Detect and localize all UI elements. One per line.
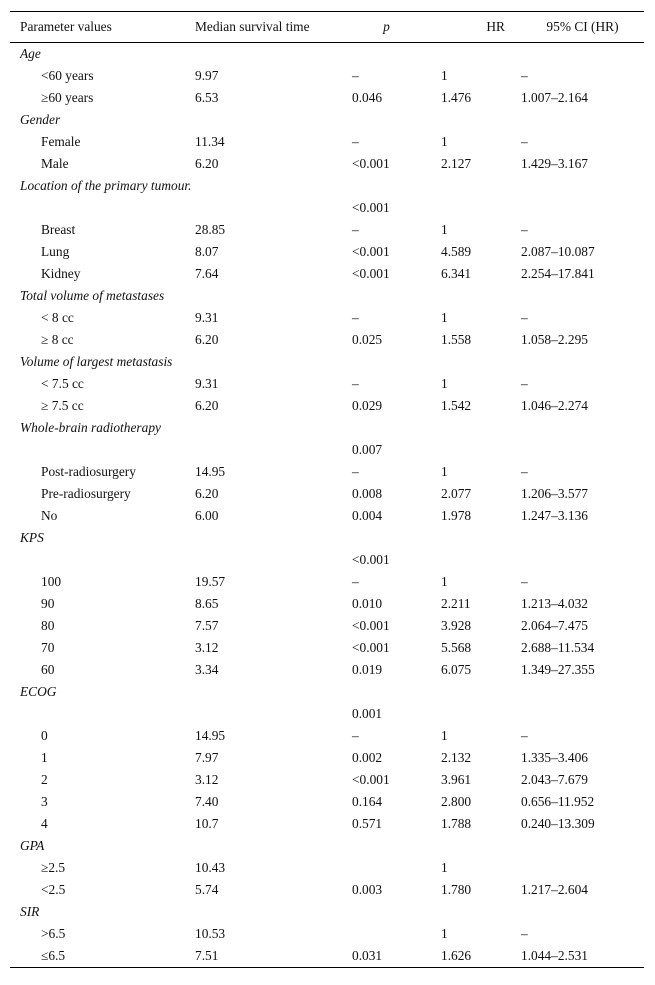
hr-cell: 2.127 <box>441 156 472 171</box>
median-survival-cell: 6.53 <box>195 90 219 105</box>
row-label: <2.5 <box>41 882 66 897</box>
p-value-cell: 0.025 <box>352 332 383 347</box>
median-survival-cell: 3.12 <box>195 640 219 655</box>
survival-table <box>10 12 644 967</box>
table-row <box>10 197 644 219</box>
table-row <box>10 395 644 417</box>
ci-cell <box>521 857 644 879</box>
median-survival-cell <box>195 439 352 461</box>
ci-cell: 1.217–2.604 <box>521 882 588 897</box>
ci-cell: 1.206–3.577 <box>521 486 588 501</box>
hr-cell: 1.476 <box>441 90 472 105</box>
hr-cell: 1 <box>441 926 448 941</box>
hr-cell: 1.978 <box>441 508 472 523</box>
header-median: Median survival time <box>195 12 352 43</box>
p-value-cell: – <box>352 68 359 83</box>
p-value-cell: 0.010 <box>352 596 383 611</box>
ci-cell: 1.349–27.355 <box>521 662 595 677</box>
p-value-cell: <0.001 <box>352 640 390 655</box>
p-value-cell: 0.164 <box>352 794 383 809</box>
p-value-cell: – <box>352 222 359 237</box>
ci-cell: – <box>521 926 528 941</box>
p-value-cell: 0.571 <box>352 816 383 831</box>
p-value-cell: – <box>352 376 359 391</box>
hr-cell: 2.211 <box>441 596 471 611</box>
median-survival-cell: 9.31 <box>195 376 219 391</box>
median-survival-cell: 28.85 <box>195 222 226 237</box>
table-row <box>10 241 644 263</box>
table-body <box>10 43 644 968</box>
group-label: Location of the primary tumour. <box>20 178 192 193</box>
table-row <box>10 307 644 329</box>
row-label: Breast <box>41 222 76 237</box>
group-label: Whole-brain radiotherapy <box>20 420 161 435</box>
hr-cell: 1 <box>441 222 448 237</box>
hr-cell: 1 <box>441 376 448 391</box>
median-survival-cell: 19.57 <box>195 574 226 589</box>
hr-cell: 1 <box>441 574 448 589</box>
p-value-cell: <0.001 <box>352 244 390 259</box>
row-label: ≥ 7.5 cc <box>41 398 84 413</box>
median-survival-cell: 10.7 <box>195 816 219 831</box>
ci-cell: 1.046–2.274 <box>521 398 588 413</box>
hr-cell: 6.341 <box>441 266 472 281</box>
ci-cell: – <box>521 464 528 479</box>
row-label: Post-radiosurgery <box>41 464 136 479</box>
table-row <box>10 791 644 813</box>
row-label: <60 years <box>41 68 94 83</box>
hr-cell: 1.780 <box>441 882 472 897</box>
hr-cell: 1.788 <box>441 816 472 831</box>
p-value-cell: 0.008 <box>352 486 383 501</box>
median-survival-cell: 3.34 <box>195 662 219 677</box>
ci-cell: – <box>521 310 528 325</box>
median-survival-cell <box>195 197 352 219</box>
row-label: < 8 cc <box>41 310 74 325</box>
median-survival-cell: 6.20 <box>195 486 219 501</box>
median-survival-cell: 9.97 <box>195 68 219 83</box>
ci-cell: 2.254–17.841 <box>521 266 595 281</box>
median-survival-cell: 6.00 <box>195 508 219 523</box>
p-value-cell: – <box>352 464 359 479</box>
table-row <box>10 879 644 901</box>
hr-cell <box>441 549 521 571</box>
ci-cell: 1.213–4.032 <box>521 596 588 611</box>
ci-cell: – <box>521 222 528 237</box>
hr-cell: 1 <box>441 68 448 83</box>
group-label: SIR <box>20 904 40 919</box>
p-value-cell: 0.002 <box>352 750 383 765</box>
ci-cell <box>521 197 644 219</box>
group-label: GPA <box>20 838 45 853</box>
table-row <box>10 505 644 527</box>
table-row <box>10 65 644 87</box>
header-p: p <box>352 12 441 43</box>
table-row <box>10 769 644 791</box>
row-label: 0 <box>41 728 48 743</box>
table-row <box>10 153 644 175</box>
group-row <box>10 43 644 66</box>
group-row <box>10 109 644 131</box>
ci-cell: 1.247–3.136 <box>521 508 588 523</box>
hr-cell: 6.075 <box>441 662 472 677</box>
row-label: 2 <box>41 772 48 787</box>
table-row <box>10 461 644 483</box>
p-value-cell: – <box>352 574 359 589</box>
row-label: Pre-radiosurgery <box>41 486 131 501</box>
table-row <box>10 615 644 637</box>
group-row <box>10 351 644 373</box>
table-row <box>10 813 644 835</box>
row-label: Lung <box>41 244 70 259</box>
hr-cell: 2.800 <box>441 794 472 809</box>
group-row <box>10 285 644 307</box>
ci-cell: 2.688–11.534 <box>521 640 595 655</box>
ci-cell: 1.044–2.531 <box>521 948 588 963</box>
table-row <box>10 439 644 461</box>
group-label: Total volume of metastases <box>20 288 165 303</box>
table-row <box>10 219 644 241</box>
group-label: Gender <box>20 112 61 127</box>
survival-table-container <box>10 11 644 968</box>
ci-cell: 2.087–10.087 <box>521 244 595 259</box>
p-value-cell: <0.001 <box>352 266 390 281</box>
group-label: Volume of largest metastasis <box>20 354 173 369</box>
group-row <box>10 901 644 923</box>
row-label: 100 <box>41 574 62 589</box>
row-label: Female <box>41 134 81 149</box>
table-row <box>10 87 644 109</box>
hr-cell: 5.568 <box>441 640 472 655</box>
group-row <box>10 835 644 857</box>
table-row <box>10 637 644 659</box>
group-row <box>10 527 644 549</box>
table-row <box>10 945 644 967</box>
p-value-cell: – <box>352 134 359 149</box>
median-survival-cell <box>195 549 352 571</box>
hr-cell: 1 <box>441 464 448 479</box>
row-label: 80 <box>41 618 55 633</box>
row-label: 90 <box>41 596 55 611</box>
ci-cell: 0.240–13.309 <box>521 816 595 831</box>
median-survival-cell: 14.95 <box>195 464 226 479</box>
hr-cell <box>441 197 521 219</box>
row-label <box>10 439 195 461</box>
p-value-cell: <0.001 <box>352 552 390 567</box>
ci-cell: – <box>521 574 528 589</box>
median-survival-cell: 9.31 <box>195 310 219 325</box>
hr-cell: 1.558 <box>441 332 472 347</box>
group-label: Age <box>20 46 41 61</box>
median-survival-cell: 3.12 <box>195 772 219 787</box>
table-row <box>10 549 644 571</box>
row-label <box>10 549 195 571</box>
ci-cell <box>521 703 644 725</box>
row-label: ≥60 years <box>41 90 94 105</box>
table-header-row <box>10 12 644 43</box>
table-row <box>10 725 644 747</box>
median-survival-cell: 7.57 <box>195 618 219 633</box>
hr-cell: 1 <box>441 860 448 875</box>
median-survival-cell: 8.65 <box>195 596 219 611</box>
median-survival-cell: 11.34 <box>195 134 225 149</box>
p-value-cell <box>352 857 441 879</box>
ci-cell: 1.335–3.406 <box>521 750 588 765</box>
p-value-cell: 0.029 <box>352 398 383 413</box>
median-survival-cell: 6.20 <box>195 398 219 413</box>
row-label: 3 <box>41 794 48 809</box>
median-survival-cell <box>195 703 352 725</box>
group-row <box>10 417 644 439</box>
hr-cell: 4.589 <box>441 244 472 259</box>
median-survival-cell: 10.53 <box>195 926 226 941</box>
p-value-cell: 0.001 <box>352 706 383 721</box>
ci-cell: – <box>521 68 528 83</box>
table-row <box>10 747 644 769</box>
table-row <box>10 923 644 945</box>
p-value-cell: 0.007 <box>352 442 383 457</box>
median-survival-cell: 10.43 <box>195 860 226 875</box>
row-label: No <box>41 508 58 523</box>
hr-cell <box>441 703 521 725</box>
group-row <box>10 175 644 197</box>
median-survival-cell: 7.40 <box>195 794 219 809</box>
p-value-cell <box>352 923 441 945</box>
median-survival-cell: 5.74 <box>195 882 219 897</box>
median-survival-cell: 7.97 <box>195 750 219 765</box>
ci-cell: 1.007–2.164 <box>521 90 588 105</box>
table-row <box>10 857 644 879</box>
hr-cell: 2.132 <box>441 750 472 765</box>
p-value-cell: <0.001 <box>352 156 390 171</box>
row-label: Male <box>41 156 69 171</box>
hr-cell: 2.077 <box>441 486 472 501</box>
row-label: ≥2.5 <box>41 860 66 875</box>
table-row <box>10 263 644 285</box>
median-survival-cell: 8.07 <box>195 244 219 259</box>
row-label: 60 <box>41 662 55 677</box>
group-row <box>10 681 644 703</box>
p-value-cell: 0.046 <box>352 90 383 105</box>
ci-cell: 2.043–7.679 <box>521 772 588 787</box>
table-row <box>10 483 644 505</box>
ci-cell: – <box>521 134 528 149</box>
table-row <box>10 373 644 395</box>
table-row <box>10 571 644 593</box>
p-value-cell: 0.004 <box>352 508 383 523</box>
ci-cell: 0.656–11.952 <box>521 794 595 809</box>
ci-cell <box>521 549 644 571</box>
p-value-cell: <0.001 <box>352 618 390 633</box>
p-value-cell: – <box>352 728 359 743</box>
header-ci: 95% CI (HR) <box>521 12 644 43</box>
row-label: 1 <box>41 750 48 765</box>
ci-cell: – <box>521 728 528 743</box>
header-hr: HR <box>441 12 521 43</box>
row-label: ≥ 8 cc <box>41 332 74 347</box>
hr-cell <box>441 439 521 461</box>
ci-cell <box>521 439 644 461</box>
group-label: ECOG <box>20 684 57 699</box>
table-row <box>10 593 644 615</box>
group-label: KPS <box>20 530 44 545</box>
row-label <box>10 703 195 725</box>
row-label: 4 <box>41 816 48 831</box>
table-row <box>10 659 644 681</box>
median-survival-cell: 6.20 <box>195 332 219 347</box>
hr-cell: 1.626 <box>441 948 472 963</box>
hr-cell: 1 <box>441 310 448 325</box>
p-value-cell: 0.003 <box>352 882 383 897</box>
row-label: < 7.5 cc <box>41 376 84 391</box>
ci-cell: 1.058–2.295 <box>521 332 588 347</box>
ci-cell: 1.429–3.167 <box>521 156 588 171</box>
hr-cell: 3.961 <box>441 772 472 787</box>
header-parameter: Parameter values <box>10 12 195 43</box>
hr-cell: 3.928 <box>441 618 472 633</box>
row-label: >6.5 <box>41 926 66 941</box>
p-value-cell: <0.001 <box>352 772 390 787</box>
median-survival-cell: 7.64 <box>195 266 219 281</box>
hr-cell: 1.542 <box>441 398 472 413</box>
p-value-cell: 0.031 <box>352 948 383 963</box>
median-survival-cell: 14.95 <box>195 728 226 743</box>
row-label: Kidney <box>41 266 81 281</box>
table-bottom-rule <box>10 967 644 968</box>
table-row <box>10 703 644 725</box>
median-survival-cell: 6.20 <box>195 156 219 171</box>
hr-cell: 1 <box>441 728 448 743</box>
table-row <box>10 131 644 153</box>
row-label: 70 <box>41 640 55 655</box>
p-value-cell: 0.019 <box>352 662 383 677</box>
row-label <box>10 197 195 219</box>
ci-cell: 2.064–7.475 <box>521 618 588 633</box>
p-value-cell: – <box>352 310 359 325</box>
median-survival-cell: 7.51 <box>195 948 219 963</box>
ci-cell: – <box>521 376 528 391</box>
p-value-cell: <0.001 <box>352 200 390 215</box>
row-label: ≤6.5 <box>41 948 66 963</box>
table-row <box>10 329 644 351</box>
hr-cell: 1 <box>441 134 448 149</box>
